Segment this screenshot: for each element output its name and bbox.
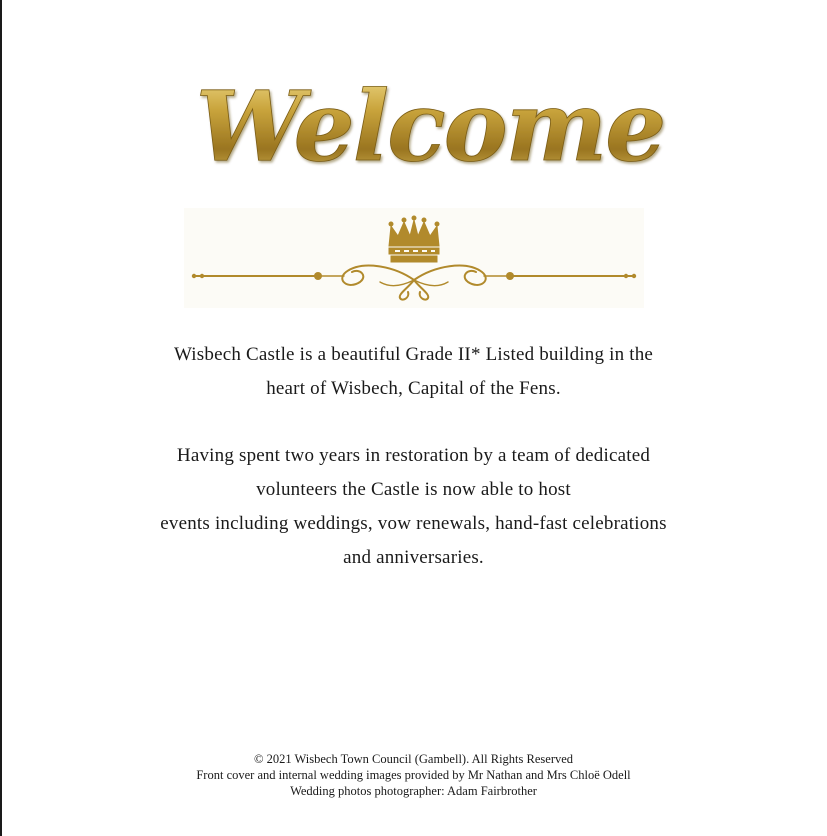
footer-photographer: Wedding photos photographer: Adam Fairbrother — [290, 784, 537, 798]
paragraph-gap — [0, 406, 827, 439]
footer-credits: Front cover and internal wedding images provided by Mr Nathan and Mrs Chloë Odell — [196, 768, 631, 782]
intro-text — [0, 338, 827, 575]
footer-copyright: © 2021 Wisbech Town Council (Gambell). All Rights Reserved — [253, 752, 574, 766]
intro-paragraph-2-line-1: Having spent two years in restoration by a team of dedicated — [176, 445, 651, 466]
intro-paragraph-1-line-2: heart of Wisbech, Capital of the Fens. — [266, 378, 561, 399]
intro-paragraph-2-line-3: events including weddings, vow renewals, hand-fast celebrations — [160, 513, 667, 534]
crown-scroll-divider-icon — [184, 208, 644, 308]
intro-paragraph-1-line-1: Wisbech Castle is a beautiful Grade II* Listed building in the — [173, 344, 654, 365]
welcome-title-graphic — [0, 48, 827, 198]
welcome-title: Welcome — [195, 70, 665, 183]
footer — [0, 751, 827, 799]
welcome-heading — [0, 48, 827, 198]
crown-ornament — [184, 208, 644, 308]
intro-paragraph-2-line-4: and anniversaries. — [343, 547, 484, 568]
intro-paragraph-2-line-2: volunteers the Castle is now able to host — [256, 479, 571, 500]
